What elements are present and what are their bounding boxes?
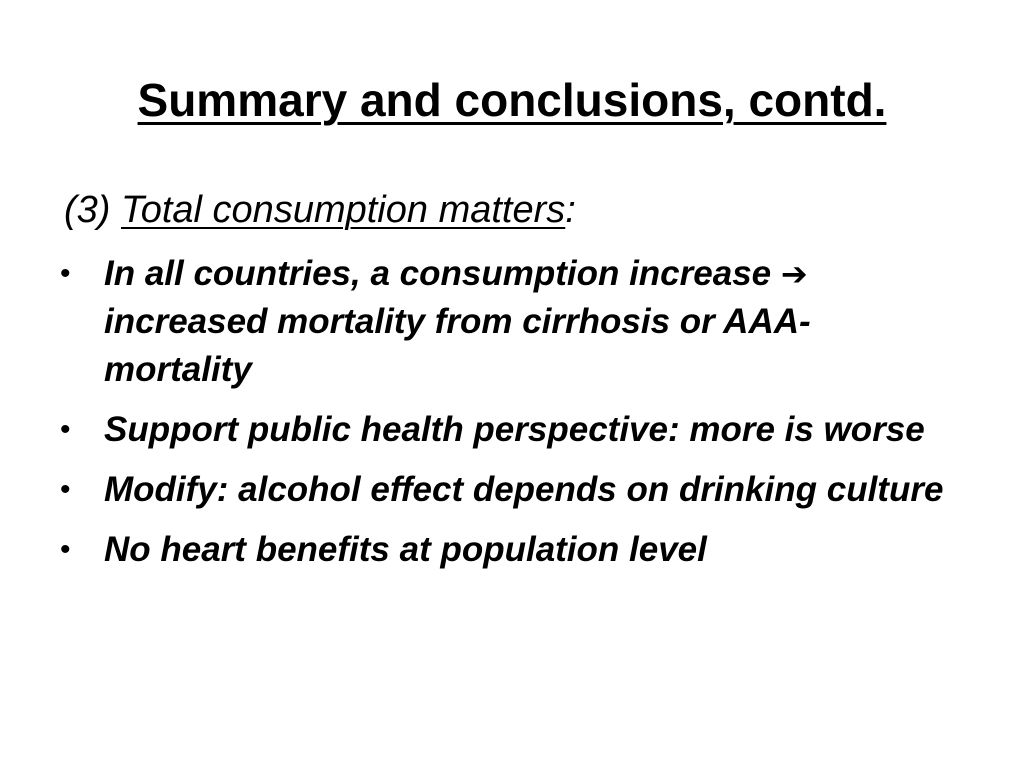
- section-emphasis: Total consumption matters: [121, 189, 566, 231]
- bullet-icon: •: [60, 473, 71, 506]
- bullet-item: [56, 250, 956, 394]
- section-number: (3): [64, 189, 121, 231]
- bullet-text: Support public health perspective: more is worse: [104, 410, 925, 449]
- section-colon: :: [565, 189, 576, 231]
- bullet-icon: •: [60, 413, 71, 446]
- bullet-text: increased mortality from cirrhosis or AAA-mortality: [104, 302, 811, 389]
- bullet-item: [56, 466, 956, 514]
- bullet-item: [56, 406, 956, 454]
- bullet-list: [56, 250, 956, 586]
- arrow-right-icon: ➔: [780, 256, 808, 292]
- bullet-icon: •: [60, 257, 71, 290]
- bullet-text: Modify: alcohol effect depends on drinking culture: [104, 470, 944, 509]
- section-heading: [64, 186, 576, 234]
- bullet-icon: •: [60, 533, 71, 566]
- slide-title: Summary and conclusions, contd.: [137, 74, 887, 126]
- bullet-text: No heart benefits at population level: [104, 530, 707, 569]
- bullet-text: In all countries, a consumption increase: [104, 254, 781, 293]
- bullet-item: [56, 526, 956, 574]
